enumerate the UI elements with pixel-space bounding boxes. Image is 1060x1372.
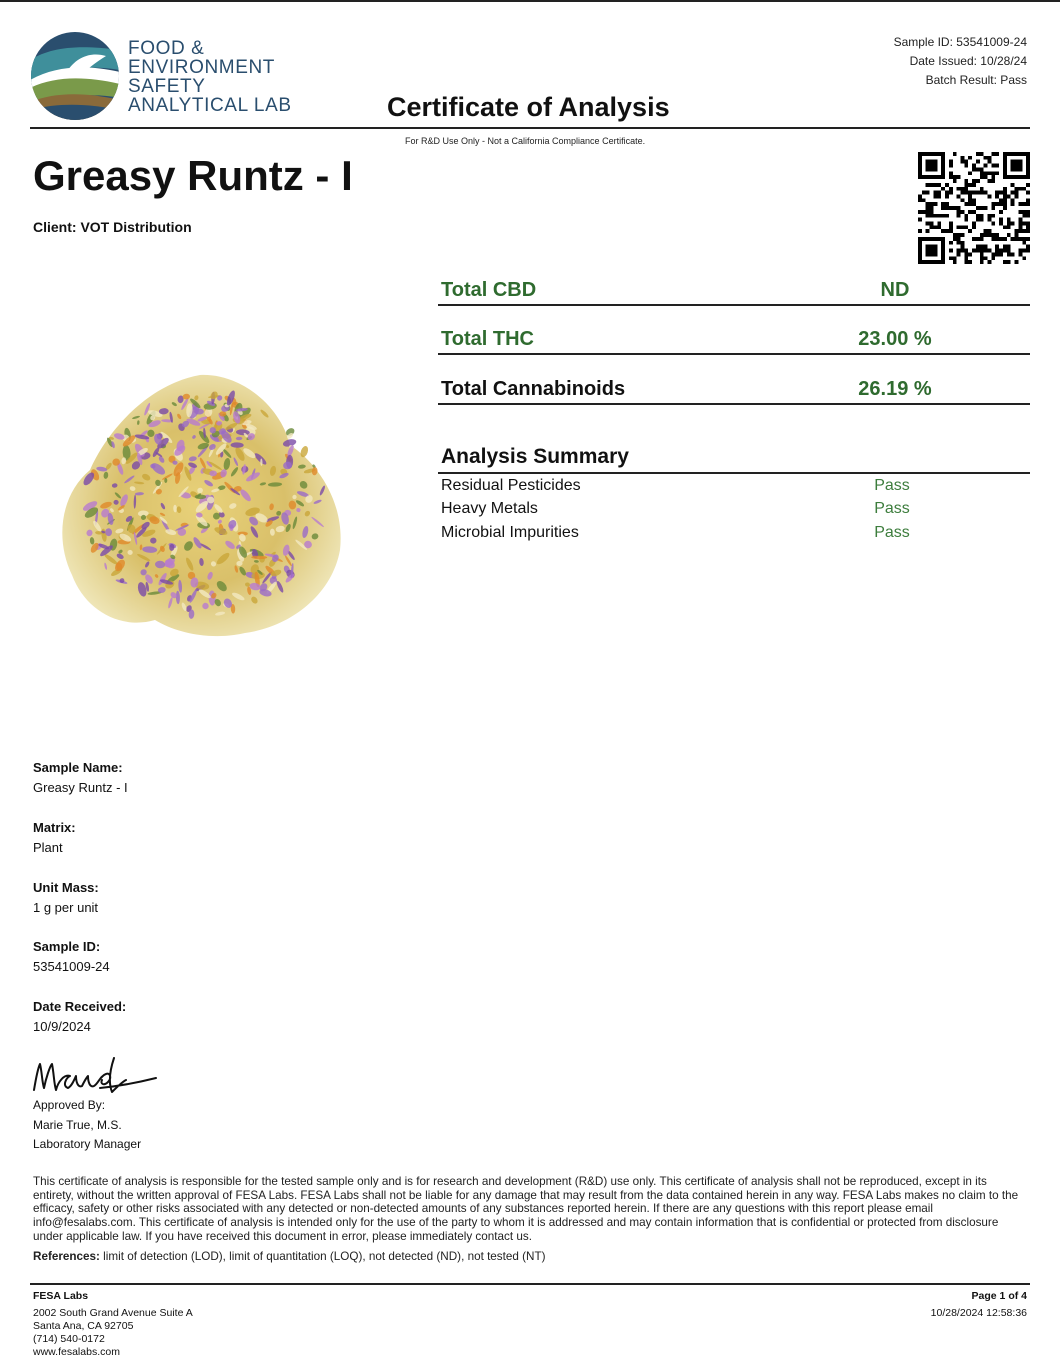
date-received-value: 10/9/2024	[33, 1019, 91, 1034]
page-number: Page 1 of 4	[971, 1290, 1027, 1302]
header-sample-id: Sample ID: 53541009-24	[893, 35, 1027, 49]
summary-row-value: Pass	[874, 477, 910, 494]
header-divider	[30, 127, 1030, 129]
footer-address-line1: 2002 South Grand Avenue Suite A	[33, 1307, 193, 1319]
references-label: References:	[33, 1250, 100, 1263]
sample-id-value: 53541009-24	[33, 959, 110, 974]
logo-text-line3: SAFETY	[128, 76, 206, 97]
total-thc-value: 23.00 %	[858, 328, 932, 350]
analysis-summary-divider	[438, 472, 1030, 474]
client-name: Client: VOT Distribution	[33, 219, 192, 235]
summary-row-label: Residual Pesticides	[441, 477, 581, 494]
references-line	[33, 1250, 546, 1263]
total-cannabinoids-divider	[438, 403, 1030, 405]
matrix-value: Plant	[33, 840, 63, 855]
references-text: limit of detection (LOD), limit of quantitation (LOQ), not detected (ND), not tested (NT)	[99, 1250, 546, 1263]
footer-website[interactable]: www.fesalabs.com	[33, 1346, 120, 1358]
sample-name-label: Sample Name:	[33, 760, 123, 775]
logo-text-line2: ENVIRONMENT	[128, 57, 275, 78]
product-title: Greasy Runtz - I	[33, 152, 353, 199]
total-cannabinoids-label: Total Cannabinoids	[441, 378, 626, 400]
summary-row-label: Microbial Impurities	[441, 524, 579, 541]
total-cbd-divider	[438, 304, 1030, 306]
footer-phone: (714) 540-0172	[33, 1333, 105, 1345]
disclaimer-text: This certificate of analysis is responsible for the tested sample only and is for research and development (R&D) use only. This certificate of analysis shall not be reproduced, except in its entirety, without the written approval of FESA Labs. FESA Labs shall not be liable for any damage that may result from the data contained herein in any way. FESA Labs makes no claim to the efficacy, safety or other risks associated with any detected or non-detected amounts of any substances reported herein. If there are any questions with this report please email info@fesalabs.com. This certificate of analysis is intended only for the use of the party to whom it is addressed and may contain information that is confidential or protected from disclosure under applicable law. If you have received this document in error, please immediately contact us.	[33, 1175, 1019, 1243]
total-cbd-label: Total CBD	[441, 279, 537, 301]
date-received-label: Date Received:	[33, 999, 127, 1014]
cannabis-bud-photo	[50, 365, 350, 645]
logo-text-line4: ANALYTICAL LAB	[128, 95, 292, 116]
sample-name-value: Greasy Runtz - I	[33, 780, 128, 795]
summary-row-value: Pass	[874, 524, 910, 541]
unit-mass-label: Unit Mass:	[33, 880, 99, 895]
qr-code-icon[interactable]	[918, 152, 1030, 264]
header-date-issued: Date Issued: 10/28/24	[909, 54, 1027, 68]
total-thc-label: Total THC	[441, 328, 534, 350]
footer-address-line2: Santa Ana, CA 92705	[33, 1320, 134, 1332]
logo-text-line1: FOOD &	[128, 38, 205, 59]
total-cannabinoids-value: 26.19 %	[858, 378, 932, 400]
approver-role: Laboratory Manager	[33, 1137, 142, 1151]
summary-row-label: Heavy Metals	[441, 500, 538, 517]
footer-divider	[30, 1283, 1030, 1285]
total-thc-divider	[438, 353, 1030, 355]
summary-row-value: Pass	[874, 500, 910, 517]
approver-name: Marie True, M.S.	[33, 1118, 122, 1132]
footer-timestamp: 10/28/2024 12:58:36	[930, 1307, 1027, 1319]
header-batch-result: Batch Result: Pass	[925, 73, 1027, 87]
rd-use-note: For R&D Use Only - Not a California Compliance Certificate.	[405, 136, 646, 146]
document-title: Certificate of Analysis	[387, 92, 670, 122]
footer-lab-name: FESA Labs	[33, 1290, 89, 1302]
fesa-logo-icon	[30, 30, 120, 122]
approved-by-label: Approved By:	[33, 1098, 106, 1112]
analysis-summary-title: Analysis Summary	[441, 445, 629, 468]
signature-image	[30, 1052, 160, 1100]
matrix-label: Matrix:	[33, 820, 76, 835]
sample-id-label: Sample ID:	[33, 939, 101, 954]
total-cbd-value: ND	[880, 279, 910, 301]
top-border	[0, 0, 1060, 2]
unit-mass-value: 1 g per unit	[33, 900, 99, 915]
